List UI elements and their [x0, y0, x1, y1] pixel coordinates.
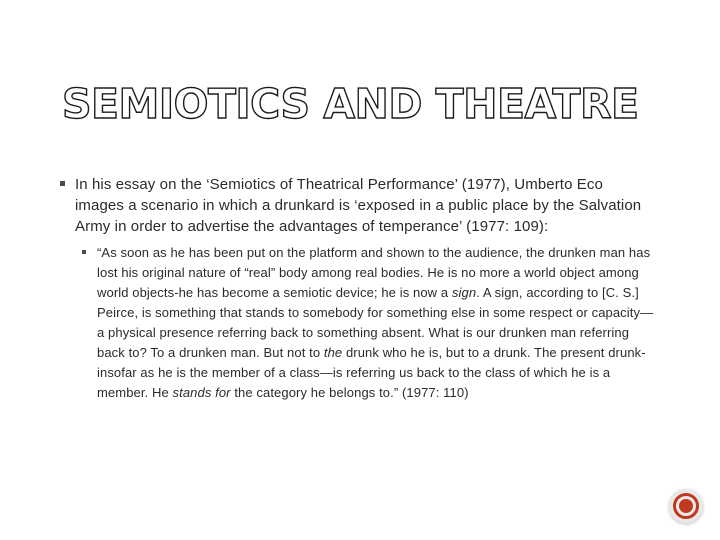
- quote-text-part-3: drunk who he is, but to: [342, 345, 483, 360]
- sub-bullet-item-quote: [75, 243, 656, 403]
- slide-title: SEMIOTICS AND THEATRE: [62, 80, 639, 128]
- bullet-text: In his essay on the ‘Semiotics of Theatrical Performance’ (1977), Umberto Eco images a scenario in which a drunkard is ‘exposed in a public place by the Salvation Army in order to advertise the advantages of temperance’ (1977: 109):: [75, 176, 642, 235]
- nav-button-core: [679, 499, 693, 513]
- square-bullet-icon: [60, 181, 65, 186]
- quote-emphasis-a: a: [482, 345, 491, 360]
- quote-text-part-2: . A sign, according to [C. S.] Peirce, is something that stands to somebody for something else in some respect or capacity—a physical presence referring back to something absent. What is our drunken man referring back to? To a drunken man. But not to: [97, 285, 654, 360]
- sub-bullet-list: [75, 243, 656, 403]
- quote-emphasis-sign: sign: [451, 285, 477, 300]
- circle-navigation-icon: [673, 493, 699, 519]
- quote-emphasis-stands-for: stands for: [172, 385, 231, 400]
- square-bullet-icon: [82, 250, 86, 254]
- slide-nav-button[interactable]: [669, 489, 703, 523]
- quote-text-part-4: drunk. The present drunk-insofar as he is the member of a class—is referring us back to the class of which he is a member. He: [97, 345, 646, 400]
- quote-text-part-5: the category he belongs to.” (1977: 110): [230, 385, 469, 400]
- bullet-list: [60, 174, 656, 403]
- quote-text-part-1: “As soon as he has been put on the platform and shown to the audience, the drunken man has lost his original nature of “real” body among real bodies. He is no more a world object among world objects-he has become a semiotic device; he is now a: [97, 245, 651, 300]
- quote-emphasis-the: the: [323, 345, 343, 360]
- bullet-item-eco-essay: [60, 174, 656, 403]
